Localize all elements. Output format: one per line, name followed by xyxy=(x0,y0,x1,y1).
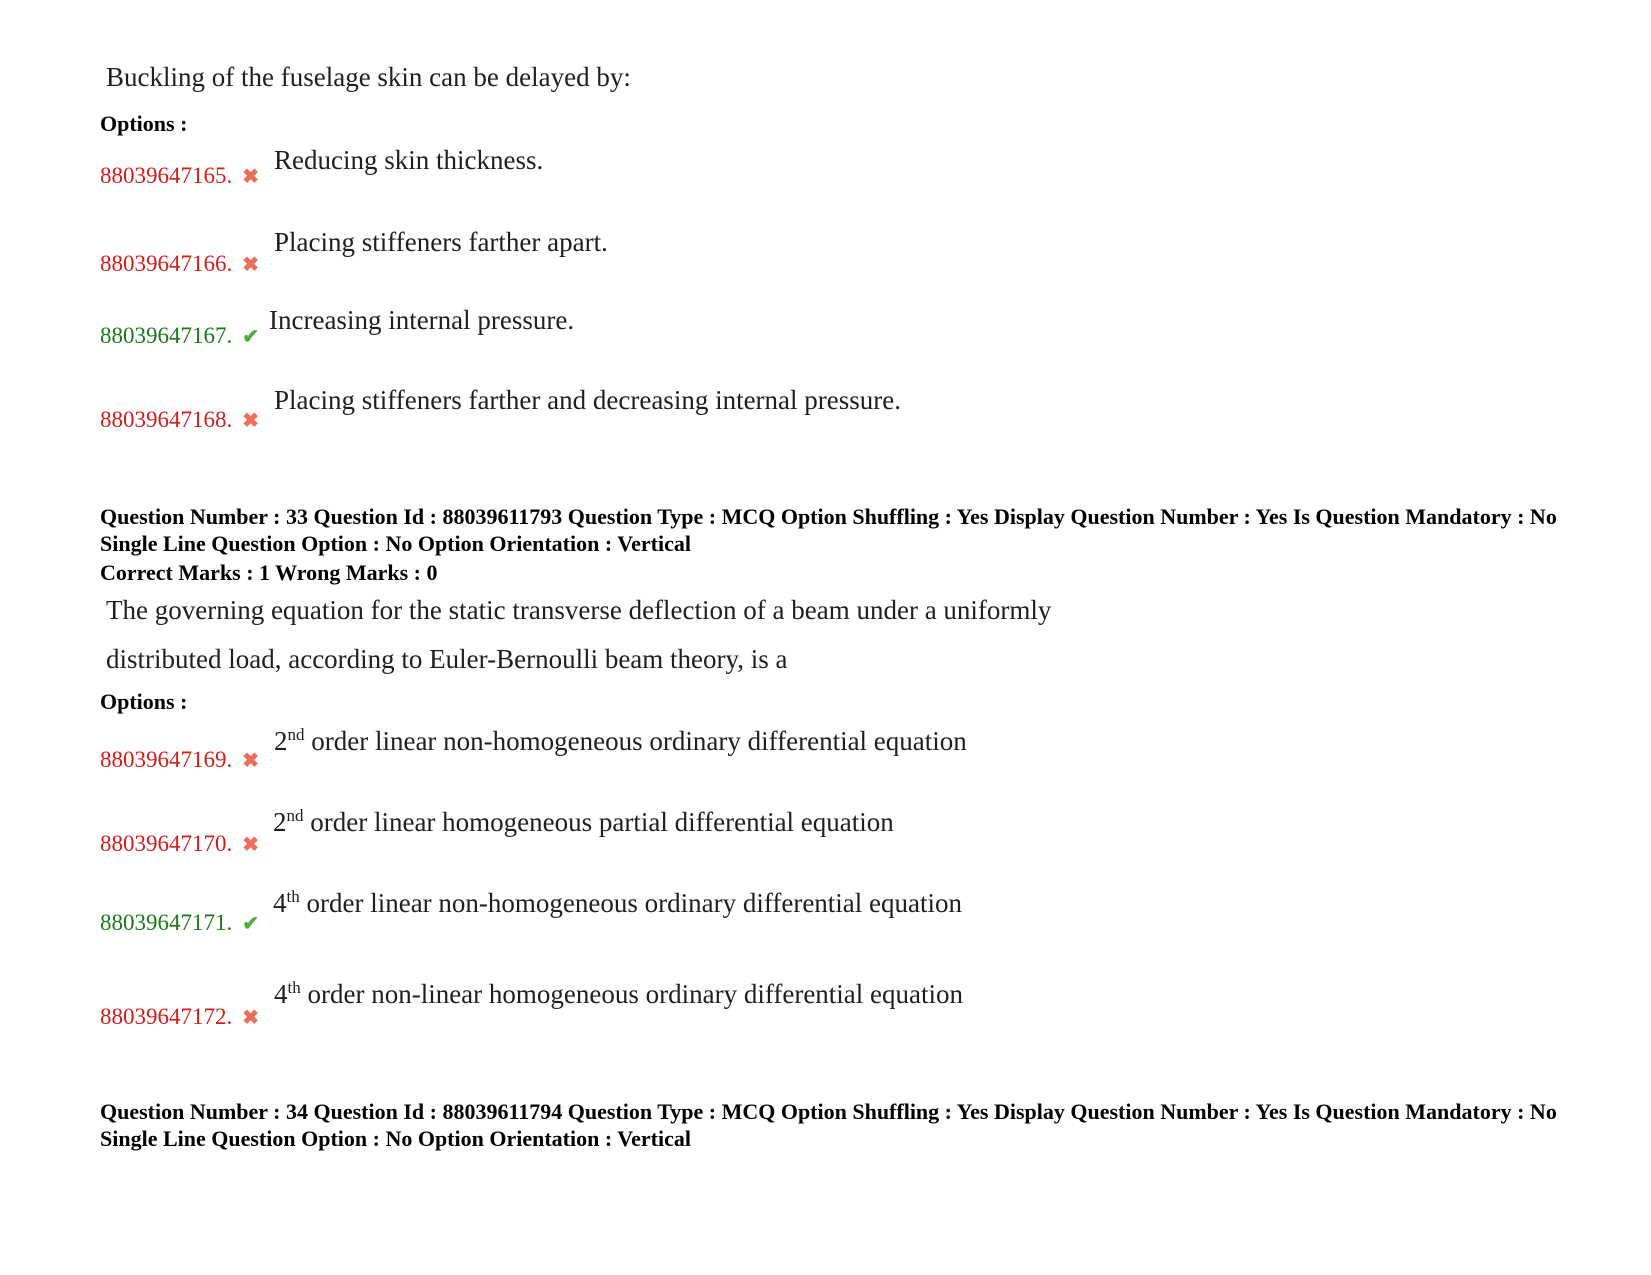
option-id: 88039647171. xyxy=(100,910,233,935)
cross-icon: ✖ xyxy=(242,254,260,276)
cross-icon: ✖ xyxy=(242,750,260,772)
option-row xyxy=(100,831,259,857)
option-id: 88039647170. xyxy=(100,831,233,856)
option-row xyxy=(100,163,259,189)
option-row xyxy=(100,323,259,349)
option-id: 88039647167. xyxy=(100,323,233,348)
check-icon: ✔ xyxy=(242,326,260,348)
cross-icon: ✖ xyxy=(242,166,260,188)
question-meta: Question Number : 34 Question Id : 88039611794 Question Type : MCQ Option Shuffling : Yes Display Question Number : Yes Is Question Mandatory : No Single Line Question Option : No Option Orientation : Vertical xyxy=(100,1099,1557,1151)
option-text: Placing stiffeners farther apart. xyxy=(274,227,608,257)
cross-icon: ✖ xyxy=(242,410,260,432)
option-text: Reducing skin thickness. xyxy=(274,145,544,175)
question-text-line2: distributed load, according to Euler-Bernoulli beam theory, is a xyxy=(106,644,788,674)
option-row xyxy=(100,910,259,936)
option-id: 88039647172. xyxy=(100,1004,233,1029)
option-row xyxy=(100,407,259,433)
option-text: 2nd order linear homogeneous partial differential equation xyxy=(273,806,894,837)
option-text: 4th order non-linear homogeneous ordinary differential equation xyxy=(274,978,964,1009)
option-id: 88039647168. xyxy=(100,407,233,432)
option-row xyxy=(100,251,259,277)
option-text: Placing stiffeners farther and decreasing internal pressure. xyxy=(274,385,901,415)
question-text-line1: The governing equation for the static transverse deflection of a beam under a uniformly xyxy=(106,595,1052,625)
option-text: Increasing internal pressure. xyxy=(269,305,575,335)
option-id: 88039647169. xyxy=(100,747,233,772)
check-icon: ✔ xyxy=(242,913,260,935)
option-id: 88039647166. xyxy=(100,251,233,276)
option-text: 4th order linear non-homogeneous ordinary differential equation xyxy=(273,887,963,918)
options-label: Options : xyxy=(100,689,188,714)
marks-info: Correct Marks : 1 Wrong Marks : 0 xyxy=(100,560,438,585)
option-row xyxy=(100,747,259,773)
cross-icon: ✖ xyxy=(242,834,260,856)
question-meta: Question Number : 33 Question Id : 88039611793 Question Type : MCQ Option Shuffling : Yes Display Question Number : Yes Is Question Mandatory : No Single Line Question Option : No Option Orientation : Vertical xyxy=(100,504,1557,556)
option-text: 2nd order linear non-homogeneous ordinary differential equation xyxy=(274,725,967,756)
cross-icon: ✖ xyxy=(242,1007,260,1029)
option-row xyxy=(100,1004,259,1030)
question-text: Buckling of the fuselage skin can be delayed by: xyxy=(106,62,631,92)
option-id: 88039647165. xyxy=(100,163,233,188)
options-label: Options : xyxy=(100,111,188,136)
